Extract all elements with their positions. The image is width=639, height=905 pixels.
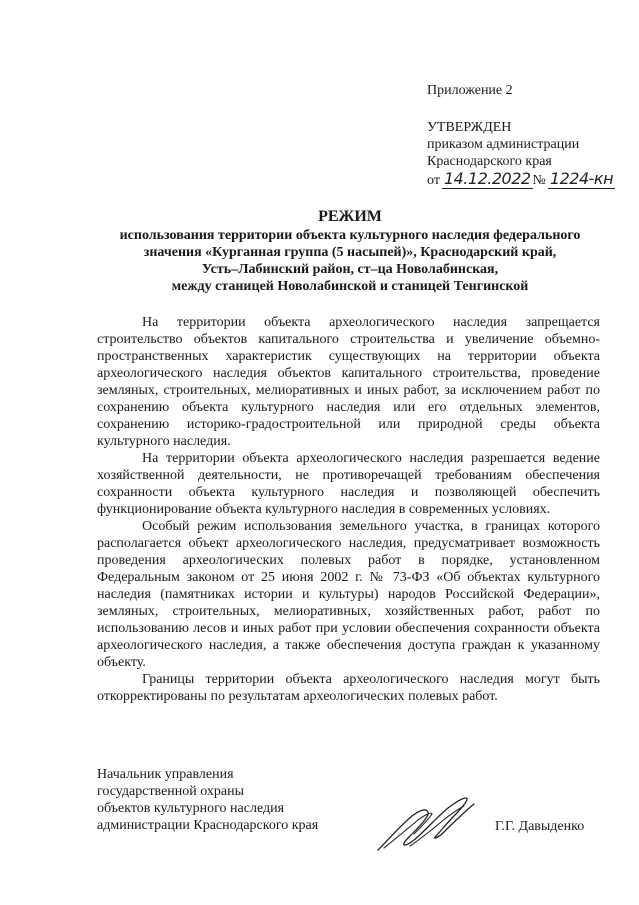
paragraph-special-regime: Особый режим использования земельного участка, в границах которого располагается объект археологического наследия, предусматривает возможность проведения археологических полевых работ в порядке, установленном Федеральным законом от 25 июня 2002 г. № 73-ФЗ «Об объектах культурного наследия (памятниках истории и культуры) народов Российской Федерации», земляных, строительных, мелиоративных, хозяйственных работ, работ по использованию лесов и иных работ при условии обеспечения сохранности объекта археологического наследия, а также обеспечения доступа граждан к указанному объекту. xyxy=(97,519,600,670)
signatory-title-line: государственной охраны xyxy=(97,784,245,799)
title-line: использования территории объекта культурного наследия федерального xyxy=(119,228,581,243)
title-line: значения «Курганная группа (5 насыпей)», Краснодарский край, xyxy=(143,245,557,260)
order-number-sign: № xyxy=(532,173,546,188)
approved-heading: УТВЕРЖДЕН xyxy=(427,120,512,135)
paragraph-prohibitions: На территории объекта археологического наследия запрещается строительство объектов капитального строительства и увеличение объемно-пространственных характеристик существующих на территории объекта археологического наследия объектов капитального строительства, проведение земляных, строительных, мелиоративных и иных работ, за исключением работ по сохранению объекта культурного наследия или его отдельных элементов, сохранению историко-градостроительной или природной среды объекта культурного наследия. xyxy=(97,315,600,449)
document-body xyxy=(97,314,600,705)
order-from-label: от xyxy=(427,173,440,188)
appendix-label: Приложение 2 xyxy=(427,83,513,98)
handwritten-signature xyxy=(370,788,480,858)
order-line-1: приказом администрации xyxy=(427,137,580,152)
document-title xyxy=(60,207,639,295)
signatory-title-line: Начальник управления xyxy=(97,767,234,782)
order-line-2: Краснодарского края xyxy=(427,154,552,169)
handwritten-order-date: 14.12.2022 xyxy=(443,169,531,188)
title-line: между станицей Новолабинской и станицей Тенгинской xyxy=(171,279,529,294)
paragraph-boundaries: Границы территории объекта археологического наследия могут быть откорректированы по результатам археологических полевых работ. xyxy=(97,672,600,704)
handwritten-order-number: 1224-кн xyxy=(549,169,614,188)
signatory-title-line: администрации Краснодарского края xyxy=(97,818,319,833)
title-line: Усть–Лабинский район, ст–ца Новолабинская, xyxy=(201,262,499,277)
signer-name: Г.Г. Давыденко xyxy=(495,819,585,834)
signatory-title-line: объектов культурного наследия xyxy=(97,801,285,816)
paragraph-permissions: На территории объекта археологического наследия разрешается ведение хозяйственной деятельности, не противоречащей требованиям обеспечения сохранности объекта культурного наследия и позволяющей обеспечить функционирование объекта культурного наследия в современных условиях. xyxy=(97,451,600,517)
approval-stamp-block xyxy=(427,119,632,189)
title-main: РЕЖИМ xyxy=(318,208,382,225)
signatory-title-block xyxy=(97,766,318,834)
order-reference-line xyxy=(427,170,632,189)
